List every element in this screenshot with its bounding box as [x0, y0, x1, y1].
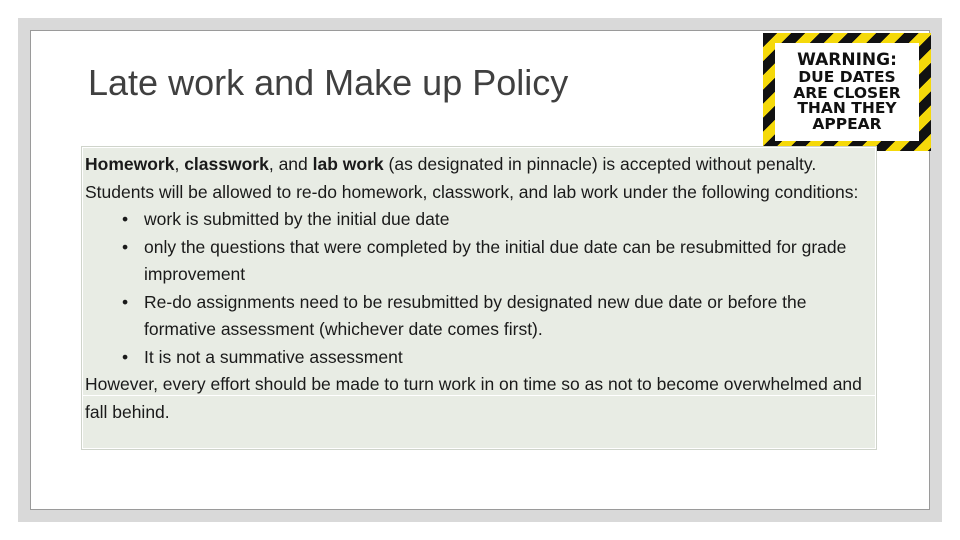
intro-rest: (as designated in pinnacle) is accepted without penalty. Students will be allowed to re-do homework, classwork, and lab work under the following conditions:	[85, 154, 859, 202]
warning-sign-line-5: APPEAR	[812, 114, 882, 133]
intro-separator-2: , and	[268, 154, 313, 174]
condition-item	[85, 289, 873, 344]
condition-text: work is submitted by the initial due date	[144, 209, 450, 229]
condition-item	[85, 344, 873, 372]
condition-item	[85, 234, 873, 289]
bullet-icon: •	[122, 291, 129, 312]
condition-text: Re-do assignments need to be resubmitted by designated new due date or before the formative assessment (whichever date comes first).	[144, 291, 807, 339]
condition-text: only the questions that were completed by the initial due date can be resubmitted for grade improvement	[144, 236, 847, 284]
warning-sign-line-3: ARE CLOSER	[793, 83, 901, 102]
bullet-icon: •	[122, 209, 129, 229]
intro-homework: Homework	[85, 154, 175, 174]
warning-sign-image	[763, 33, 931, 151]
condition-item	[85, 206, 873, 234]
slide-title: Late work and Make up Policy	[88, 62, 569, 103]
warning-sign-panel	[775, 43, 919, 141]
conditions-list	[85, 206, 873, 371]
policy-text-box	[82, 147, 876, 449]
warning-sign-line-4: THAN THEY	[797, 99, 897, 117]
warning-sign-line-1: WARNING:	[797, 50, 897, 70]
condition-text: It is not a summative assessment	[144, 346, 403, 367]
intro-classwork: classwork	[184, 154, 269, 174]
bullet-icon: •	[122, 236, 129, 257]
policy-content	[85, 151, 873, 426]
intro-lab-work: lab work	[312, 154, 384, 174]
intro-separator-1: ,	[174, 154, 185, 174]
policy-intro	[85, 151, 873, 206]
warning-sign-line-2: DUE DATES	[798, 68, 896, 86]
bullet-icon: •	[122, 346, 129, 367]
policy-closing: However, every effort should be made to turn work in on time so as not to become overwhelmed and fall behind.	[85, 374, 862, 422]
